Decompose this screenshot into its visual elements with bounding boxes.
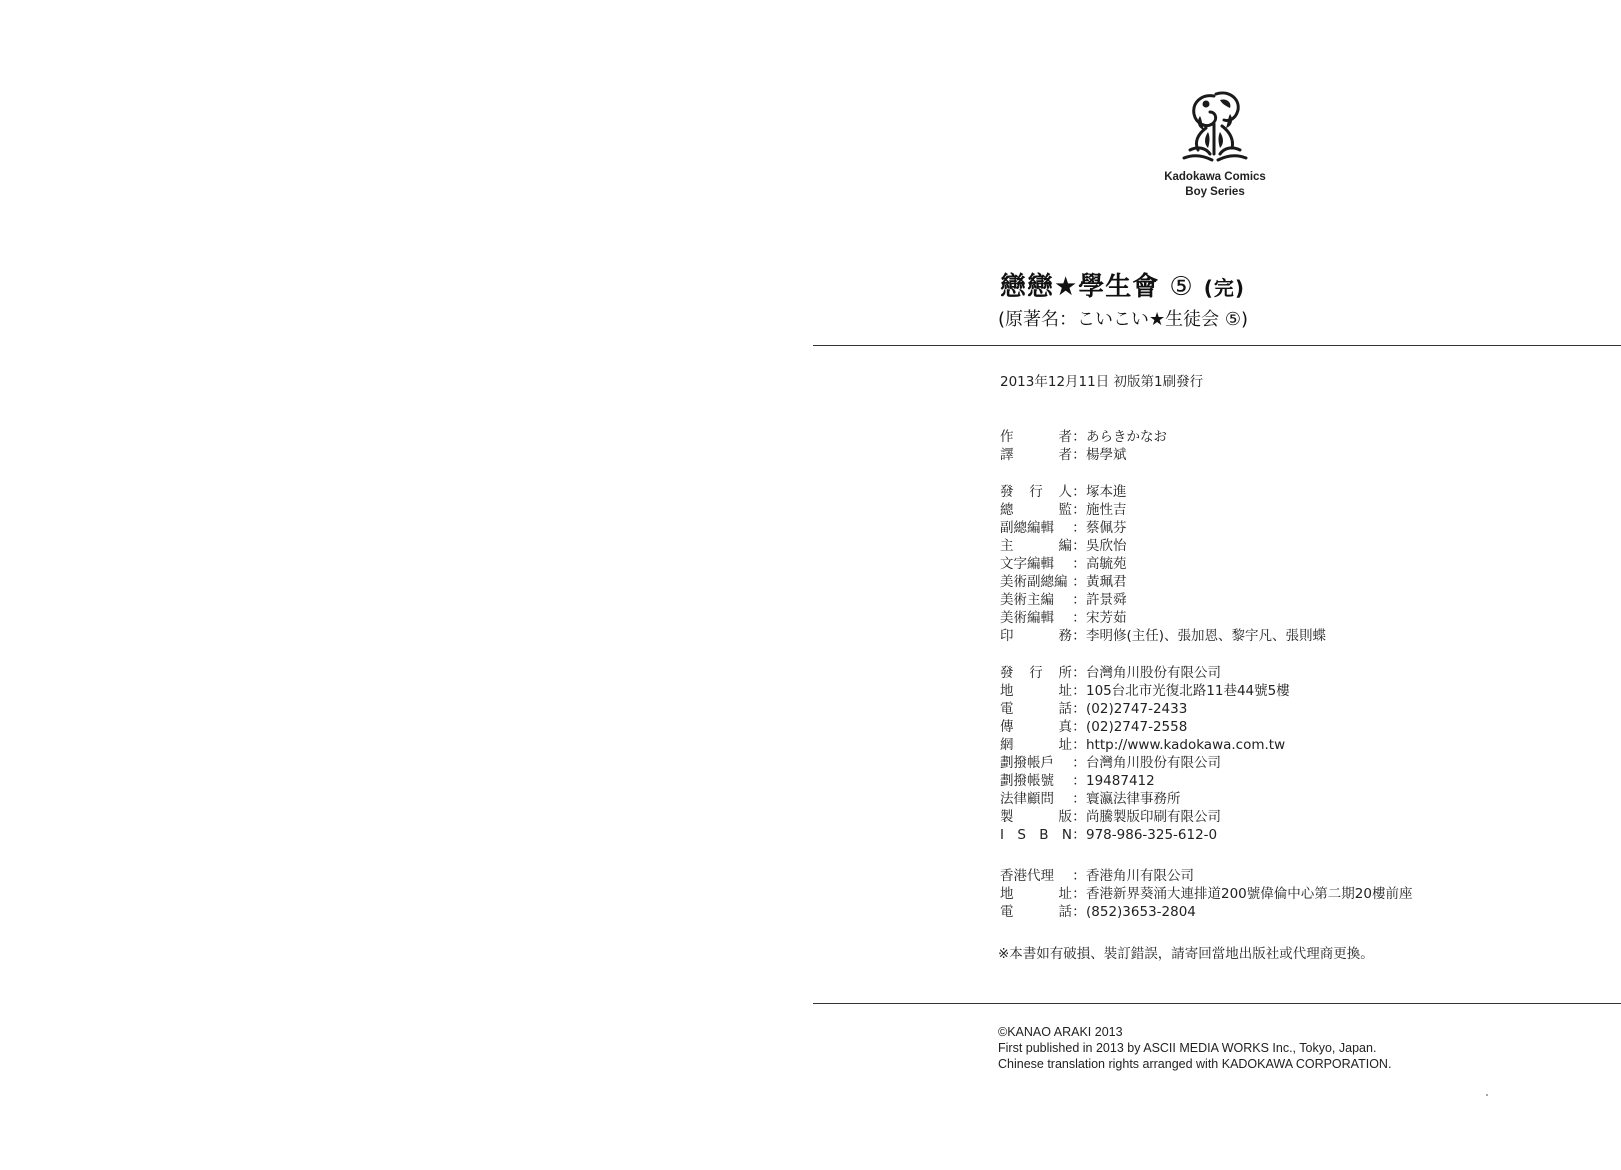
credit-separator: ： [1072, 556, 1086, 572]
credit-label-part: N [1061, 827, 1072, 843]
credit-label [1000, 826, 1072, 844]
credit-label-part: 美術主編 [1000, 592, 1054, 608]
credit-separator: ： [1072, 429, 1086, 445]
credit-label [1000, 591, 1072, 609]
credit-label-part: 務 [1058, 628, 1072, 644]
credit-row [1000, 772, 1290, 790]
credit-label-part: 總 [1000, 502, 1014, 518]
copyright-line-1: ©KANAO ARAKI 2013 [998, 1025, 1123, 1039]
divider-bottom [813, 1003, 1621, 1004]
credit-row [1000, 754, 1290, 772]
credit-label-part: 發 [1000, 484, 1014, 500]
credit-label-part: 電 [1000, 904, 1014, 920]
credit-row [1000, 903, 1412, 921]
credit-value: 李明修(主任)、張加恩、黎宇凡、張則蝶 [1086, 628, 1327, 644]
credit-label-part: 法律顧問 [1000, 791, 1054, 807]
credit-value: 寰瀛法律事務所 [1086, 791, 1181, 807]
credit-row [1000, 826, 1290, 844]
credit-row [1000, 664, 1290, 682]
credit-label-part: 址 [1058, 737, 1072, 753]
credit-value: 許景舜 [1086, 592, 1127, 608]
credit-row [1000, 808, 1290, 826]
return-notice: ※本書如有破損、裝訂錯誤，請寄回當地出版社或代理商更換。 [998, 946, 1374, 962]
credit-separator: ： [1072, 538, 1086, 554]
credit-label-part: 行 [1029, 665, 1043, 681]
credit-row [1000, 591, 1326, 609]
credit-label-part: 所 [1058, 665, 1072, 681]
staff-credits [1000, 483, 1326, 645]
credit-row [1000, 718, 1290, 736]
credit-value: (02)2747-2558 [1086, 719, 1188, 735]
credit-value: 蔡佩芬 [1086, 520, 1127, 536]
credit-separator: ： [1072, 809, 1086, 825]
credit-label-part: 址 [1058, 886, 1072, 902]
credit-separator: ： [1072, 886, 1086, 902]
credit-value: 19487412 [1086, 773, 1155, 789]
credit-row [1000, 790, 1290, 808]
book-title [1000, 266, 1245, 303]
credit-label-part: 者 [1058, 429, 1072, 445]
credit-value: 105台北市光復北路11巷44號5樓 [1086, 683, 1290, 699]
credit-label [1000, 519, 1072, 537]
credit-label-part: 者 [1058, 447, 1072, 463]
credit-label [1000, 627, 1072, 645]
credit-label [1000, 790, 1072, 808]
credit-label-part: 電 [1000, 701, 1014, 717]
logo-line-1: Kadokawa Comics [1164, 171, 1266, 183]
credit-separator: ： [1072, 628, 1086, 644]
credit-row [1000, 736, 1290, 754]
credit-separator: ： [1072, 755, 1086, 771]
credit-value: http://www.kadokawa.com.tw [1086, 737, 1286, 753]
credit-separator: ： [1072, 719, 1086, 735]
copyright-line-2: First published in 2013 by ASCII MEDIA WORKS Inc., Tokyo, Japan. [998, 1041, 1377, 1055]
credit-label-part: 製 [1000, 809, 1014, 825]
credit-label-part: 譯 [1000, 447, 1014, 463]
credit-value: 高毓苑 [1086, 556, 1127, 572]
credit-separator: ： [1072, 904, 1086, 920]
credit-separator: ： [1072, 683, 1086, 699]
credit-value: 尚騰製版印刷有限公司 [1086, 809, 1221, 825]
credit-row [1000, 700, 1290, 718]
credit-value: 台灣角川股份有限公司 [1086, 665, 1221, 681]
credit-label-part: 版 [1058, 809, 1072, 825]
credit-label [1000, 772, 1072, 790]
credit-row [1000, 555, 1326, 573]
credit-label [1000, 501, 1072, 519]
credit-row [1000, 867, 1412, 885]
credit-row [1000, 446, 1167, 464]
credit-label-part: 人 [1058, 484, 1072, 500]
credit-separator: ： [1072, 447, 1086, 463]
credit-separator: ： [1072, 827, 1086, 843]
original-title: (原著名：こいこい★生徒会 ⑤) [998, 309, 1249, 330]
credit-label [1000, 736, 1072, 754]
author-credits [1000, 428, 1167, 464]
credit-separator: ： [1072, 701, 1086, 717]
credit-label [1000, 446, 1072, 464]
credit-value: 香港新界葵涌大連排道200號偉倫中心第二期20樓前座 [1086, 886, 1413, 902]
credit-separator: ： [1072, 773, 1086, 789]
credit-label [1000, 573, 1072, 591]
credit-row [1000, 885, 1412, 903]
credit-label [1000, 483, 1072, 501]
credit-value: (02)2747-2433 [1086, 701, 1188, 717]
credit-label [1000, 867, 1072, 885]
credit-value: 台灣角川股份有限公司 [1086, 755, 1221, 771]
credit-value: 施性吉 [1086, 502, 1127, 518]
credit-label [1000, 428, 1072, 446]
credit-label [1000, 754, 1072, 772]
credit-separator: ： [1072, 791, 1086, 807]
credit-label-part: 址 [1058, 683, 1072, 699]
credit-value: 塚本進 [1086, 484, 1127, 500]
credit-label-part: 發 [1000, 665, 1014, 681]
copyright-line-3: Chinese translation rights arranged with KADOKAWA CORPORATION. [998, 1057, 1392, 1071]
scan-speck [1486, 1094, 1488, 1096]
credit-label [1000, 700, 1072, 718]
credit-label-part: S [1017, 827, 1026, 843]
credit-row [1000, 573, 1326, 591]
credit-label-part: 編 [1058, 538, 1072, 554]
logo-line-2: Boy Series [1185, 186, 1245, 198]
credit-label-part: 地 [1000, 886, 1014, 902]
credit-label-part: 行 [1029, 484, 1043, 500]
credit-label-part: 監 [1058, 502, 1072, 518]
credit-row [1000, 627, 1326, 645]
credit-row [1000, 609, 1326, 627]
credit-label [1000, 682, 1072, 700]
credit-row [1000, 428, 1167, 446]
credit-label-part: 劃撥帳戶 [1000, 755, 1054, 771]
hongkong-agent-info [1000, 867, 1412, 921]
credit-label-part: 主 [1000, 538, 1014, 554]
left-blank-page [0, 0, 810, 1170]
credit-label-part: I [1000, 827, 1004, 843]
credit-label [1000, 609, 1072, 627]
credit-separator: ： [1072, 610, 1086, 626]
phoenix-icon [1176, 88, 1254, 164]
credit-label [1000, 537, 1072, 555]
title-volume: ⑤ [1169, 272, 1194, 302]
first-edition-date: 2013年12月11日 初版第1刷發行 [1000, 374, 1204, 390]
credit-label [1000, 903, 1072, 921]
credit-label-part: 作 [1000, 429, 1014, 445]
title-complete: (完) [1203, 276, 1246, 300]
credit-label-part: 文字編輯 [1000, 556, 1054, 572]
credit-label [1000, 664, 1072, 682]
publisher-info [1000, 664, 1290, 844]
credit-value: (852)3653-2804 [1086, 904, 1196, 920]
credit-value: 吳欣怡 [1086, 538, 1127, 554]
credit-label-part: 話 [1058, 701, 1072, 717]
credit-value: 楊學斌 [1086, 447, 1127, 463]
credit-label [1000, 718, 1072, 736]
credit-value: 香港角川有限公司 [1086, 868, 1194, 884]
credit-value: 黃珮君 [1086, 574, 1127, 590]
title-main: 戀戀★學生會 [1000, 272, 1160, 302]
credit-row [1000, 682, 1290, 700]
credit-label [1000, 885, 1072, 903]
publisher-logo [1150, 88, 1280, 200]
credit-label-part: 真 [1058, 719, 1072, 735]
credit-value: 978-986-325-612-0 [1086, 827, 1218, 843]
credit-label-part: 印 [1000, 628, 1014, 644]
credit-separator: ： [1072, 502, 1086, 518]
credit-value: 宋芳茹 [1086, 610, 1127, 626]
divider-top [813, 345, 1621, 346]
credit-separator: ： [1072, 868, 1086, 884]
credit-label [1000, 555, 1072, 573]
credit-label-part: 美術編輯 [1000, 610, 1054, 626]
credit-label-part: 美術副總編 [1000, 574, 1068, 590]
credit-value: あらきかなお [1086, 429, 1167, 445]
credit-row [1000, 501, 1326, 519]
credit-label-part: 傳 [1000, 719, 1014, 735]
credit-row [1000, 483, 1326, 501]
credit-label-part: 劃撥帳號 [1000, 773, 1054, 789]
credit-label-part: 地 [1000, 683, 1014, 699]
credit-label-part: B [1039, 827, 1049, 843]
credit-row [1000, 537, 1326, 555]
credit-separator: ： [1072, 520, 1086, 536]
credit-separator: ： [1072, 737, 1086, 753]
credit-label-part: 網 [1000, 737, 1014, 753]
credit-separator: ： [1072, 665, 1086, 681]
credit-label-part: 副總編輯 [1000, 520, 1054, 536]
credit-separator: ： [1072, 592, 1086, 608]
credit-label [1000, 808, 1072, 826]
copyright-block [998, 1024, 1391, 1072]
credit-label-part: 話 [1058, 904, 1072, 920]
credit-separator: ： [1072, 574, 1086, 590]
credit-separator: ： [1072, 484, 1086, 500]
credit-row [1000, 519, 1326, 537]
credit-label-part: 香港代理 [1000, 868, 1054, 884]
